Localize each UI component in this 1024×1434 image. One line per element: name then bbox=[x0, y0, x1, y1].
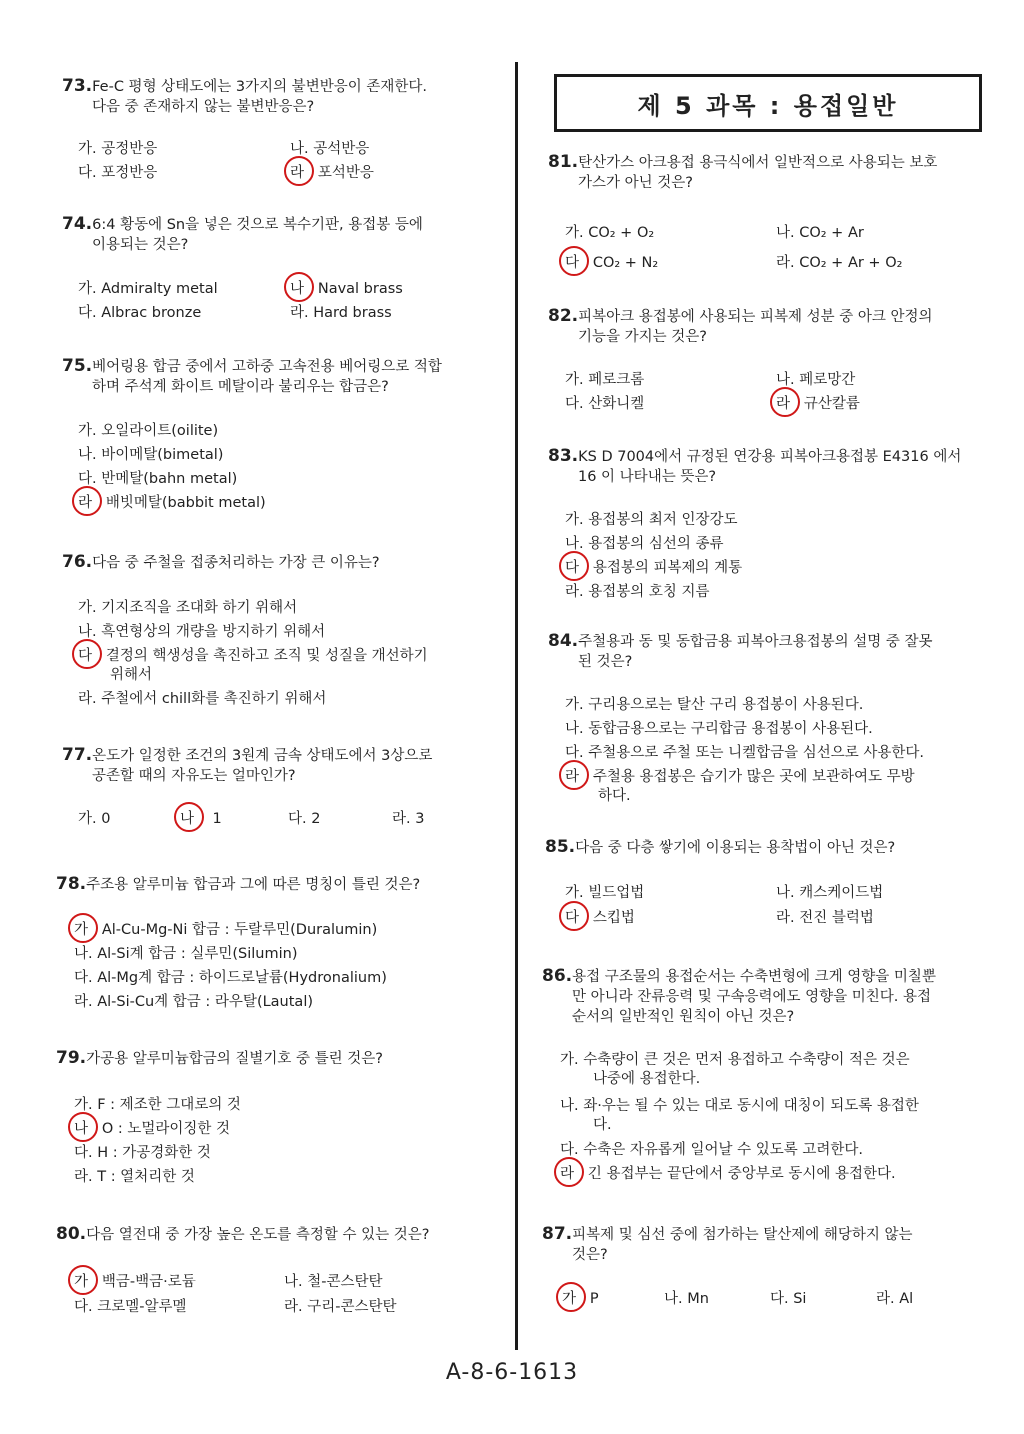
answer-mark: 가 bbox=[562, 1287, 576, 1308]
question-87 bbox=[542, 1224, 913, 1265]
question-77 bbox=[62, 745, 432, 786]
question-text: 용접 구조물의 용접순서는 수축변형에 크게 영향을 미칠뿐 bbox=[572, 969, 936, 985]
question-number: 75. bbox=[62, 356, 93, 376]
option-ra: 라. 3 bbox=[392, 811, 425, 827]
question-text: 온도가 일정한 조건의 3원계 금속 상태도에서 3상으로 bbox=[92, 748, 433, 764]
option-ga: 가. F : 제조한 그대로의 것 bbox=[74, 1097, 241, 1113]
question-text: Fe-C 평형 상태도에는 3가지의 불변반응이 존재한다. bbox=[92, 79, 427, 95]
question-text: 주철용과 동 및 동합금용 피복아크용접봉의 설명 중 잘못 bbox=[578, 634, 933, 650]
option-ga-answer bbox=[562, 1287, 599, 1308]
question-86 bbox=[542, 966, 936, 1027]
answer-mark: 라 bbox=[290, 161, 304, 182]
question-number: 86. bbox=[542, 966, 573, 986]
answer-mark: 가 bbox=[74, 1270, 88, 1291]
question-79 bbox=[56, 1048, 383, 1069]
question-text: 것은? bbox=[572, 1247, 608, 1263]
option-da-answer bbox=[78, 644, 428, 665]
option-text: 백금-백금·로듐 bbox=[101, 1274, 196, 1290]
answer-mark: 라 bbox=[560, 1162, 574, 1183]
answer-mark: 다 bbox=[565, 556, 579, 577]
option-text: 스킵법 bbox=[592, 910, 635, 926]
option-text: 주철용 용접봉은 습기가 많은 곳에 보관하여도 무방 bbox=[592, 769, 915, 785]
question-number: 80. bbox=[56, 1224, 87, 1244]
question-number: 81. bbox=[548, 152, 579, 172]
option-text: CO₂ + N₂ bbox=[592, 255, 659, 271]
question-number: 77. bbox=[62, 745, 93, 765]
answer-mark: 다 bbox=[78, 644, 92, 665]
question-number: 85. bbox=[545, 837, 576, 857]
answer-mark: 나 bbox=[290, 277, 304, 298]
option-ra: 라. 주철에서 chill화를 촉진하기 위해서 bbox=[78, 691, 327, 707]
option-da-answer bbox=[565, 556, 742, 577]
question-text: 만 아니라 잔류응력 및 구속응력에도 영향을 미친다. 용접 bbox=[572, 989, 932, 1005]
question-text: KS D 7004에서 규정된 연강용 피복아크용접봉 E4316 에서 bbox=[578, 449, 962, 465]
question-text: 공존할 때의 자유도는 얼마인가? bbox=[92, 768, 296, 784]
option-ra-answer bbox=[290, 161, 374, 182]
option-na: 나. CO₂ + Ar bbox=[776, 225, 864, 241]
option-ga-answer bbox=[74, 918, 377, 939]
option-da: 다. 수축은 자유롭게 일어날 수 있도록 고려한다. bbox=[560, 1142, 864, 1158]
answer-mark: 라 bbox=[78, 491, 92, 512]
option-da-answer bbox=[565, 251, 658, 272]
option-text-cont: 하다. bbox=[598, 788, 631, 804]
answer-mark: 나 bbox=[74, 1117, 88, 1138]
option-text: 용접봉의 피복제의 계통 bbox=[592, 560, 743, 576]
option-ra-answer bbox=[78, 491, 266, 512]
option-text: 배빗메탈(babbit metal) bbox=[105, 495, 266, 511]
question-text: 다음 중 다층 쌓기에 이용되는 용착법이 아닌 것은? bbox=[575, 840, 896, 856]
option-ra: 라. Hard brass bbox=[290, 305, 392, 321]
option-na: 나. 철-콘스탄탄 bbox=[284, 1274, 383, 1290]
question-text: 기능을 가지는 것은? bbox=[578, 329, 707, 345]
option-text: 규산칼륨 bbox=[803, 396, 860, 412]
option-na: 나. 흑연형상의 개량을 방지하기 위해서 bbox=[78, 624, 326, 640]
question-text: 다음 중 존재하지 않는 불변반응은? bbox=[92, 99, 315, 115]
question-number: 78. bbox=[56, 874, 87, 894]
option-text-cont: 다. bbox=[593, 1117, 612, 1133]
option-da: 다. Al-Mg계 합금 : 하이드로날륨(Hydronalium) bbox=[74, 970, 387, 986]
option-ga: 가. 기지조직을 조대화 하기 위해서 bbox=[78, 600, 298, 616]
question-text: 베어링용 합금 중에서 고하중 고속전용 베어링으로 적합 bbox=[92, 359, 442, 375]
question-text: 피복아크 용접봉에 사용되는 피복제 성분 중 아크 안정의 bbox=[578, 309, 933, 325]
option-na-answer bbox=[180, 807, 222, 828]
option-text-cont: 나중에 용접한다. bbox=[593, 1071, 701, 1087]
question-text: 6:4 황동에 Sn을 넣은 것으로 복수기판, 용접봉 등에 bbox=[92, 217, 423, 233]
question-75 bbox=[62, 356, 442, 397]
option-da: 다. 크로멜-알루멜 bbox=[74, 1299, 187, 1315]
option-na: 나. 동합금용으로는 구리합금 용접봉이 사용된다. bbox=[565, 721, 873, 737]
option-da: 다. 산화니켈 bbox=[565, 396, 645, 412]
answer-mark: 가 bbox=[74, 918, 88, 939]
question-text: 다음 열전대 중 가장 높은 온도를 측정할 수 있는 것은? bbox=[86, 1227, 430, 1243]
question-80 bbox=[56, 1224, 429, 1245]
option-ga: 가. 0 bbox=[78, 811, 111, 827]
option-da: 다. 2 bbox=[288, 811, 321, 827]
option-da: 다. 포정반응 bbox=[78, 165, 158, 181]
option-ga: 가. 페로크롬 bbox=[565, 372, 645, 388]
option-da: 다. 반메탈(bahn metal) bbox=[78, 471, 238, 487]
option-ga: 가. Admiralty metal bbox=[78, 281, 218, 297]
question-number: 83. bbox=[548, 446, 579, 466]
question-text: 주조용 알루미늄 합금과 그에 따른 명칭이 틀린 것은? bbox=[86, 877, 421, 893]
option-na-answer bbox=[290, 277, 403, 298]
option-ra-answer bbox=[565, 765, 915, 786]
option-ra-answer bbox=[560, 1162, 896, 1183]
option-ra-answer bbox=[776, 392, 860, 413]
option-ra: 라. 용접봉의 호칭 지름 bbox=[565, 584, 710, 600]
option-ra: 라. Al-Si-Cu계 합금 : 라우탈(Lautal) bbox=[74, 994, 314, 1010]
option-na: 나. 캐스케이드법 bbox=[776, 885, 884, 901]
question-text: 16 이 나타내는 뜻은? bbox=[578, 469, 717, 485]
question-83 bbox=[548, 446, 961, 487]
question-text: 이용되는 것은? bbox=[92, 237, 189, 253]
question-84 bbox=[548, 631, 933, 672]
option-text: 결정의 핵생성을 촉진하고 조직 및 성질을 개선하기 bbox=[105, 648, 428, 664]
option-ra: 라. 구리-콘스탄탄 bbox=[284, 1299, 397, 1315]
option-text: O : 노멀라이징한 것 bbox=[101, 1121, 231, 1137]
option-ga-answer bbox=[74, 1270, 196, 1291]
question-number: 74. bbox=[62, 214, 93, 234]
question-number: 87. bbox=[542, 1224, 573, 1244]
option-na: 나. Mn bbox=[664, 1291, 709, 1307]
question-82 bbox=[548, 306, 933, 347]
option-text: Al-Cu-Mg-Ni 합금 : 두랄루민(Duralumin) bbox=[101, 922, 378, 938]
question-text: 순서의 일반적인 원칙이 아닌 것은? bbox=[572, 1009, 795, 1025]
option-text: 긴 용접부는 끝단에서 중앙부로 동시에 용접한다. bbox=[587, 1166, 896, 1182]
option-ga: 가. 공정반응 bbox=[78, 141, 158, 157]
option-ga: 가. 빌드업법 bbox=[565, 885, 645, 901]
question-76 bbox=[62, 552, 380, 573]
option-text: P bbox=[589, 1291, 599, 1307]
option-ga: 가. 오일라이트(oilite) bbox=[78, 423, 219, 439]
option-da: 다. H : 가공경화한 것 bbox=[74, 1145, 211, 1161]
question-text: 피복제 및 심선 중에 첨가하는 탈산제에 해당하지 않는 bbox=[572, 1227, 913, 1243]
section-title: 제 5 과목 : 용접일반 bbox=[554, 74, 982, 132]
option-ga: 가. 구리용으로는 탈산 구리 용접봉이 사용된다. bbox=[565, 697, 864, 713]
question-74 bbox=[62, 214, 423, 255]
question-81 bbox=[548, 152, 937, 193]
question-number: 76. bbox=[62, 552, 93, 572]
option-ga: 가. 용접봉의 최저 인장강도 bbox=[565, 512, 738, 528]
question-text: 다음 중 주철을 접종처리하는 가장 큰 이유는? bbox=[92, 555, 380, 571]
option-text: Naval brass bbox=[317, 281, 403, 297]
question-73 bbox=[62, 76, 427, 117]
option-ga: 가. 수축량이 큰 것은 먼저 용접하고 수축량이 적은 것은 bbox=[560, 1052, 910, 1068]
question-number: 73. bbox=[62, 76, 93, 96]
option-na: 나. 용접봉의 심선의 종류 bbox=[565, 536, 724, 552]
option-text: 포석반응 bbox=[317, 165, 374, 181]
column-divider bbox=[515, 62, 518, 1350]
option-da-answer bbox=[565, 906, 635, 927]
question-text: 가공용 알루미늄합금의 질별기호 중 틀린 것은? bbox=[86, 1051, 383, 1067]
option-text-cont: 위해서 bbox=[110, 667, 153, 683]
option-na: 나. 페로망간 bbox=[776, 372, 856, 388]
answer-mark: 라 bbox=[565, 765, 579, 786]
option-da: 다. Si bbox=[770, 1291, 807, 1307]
option-ra: 라. Al bbox=[876, 1291, 914, 1307]
option-na: 나. 바이메탈(bimetal) bbox=[78, 447, 224, 463]
question-text: 하며 주석계 화이트 메탈이라 불리우는 합금은? bbox=[92, 379, 389, 395]
option-da: 다. 주철용으로 주철 또는 니켈합금을 심선으로 사용한다. bbox=[565, 745, 925, 761]
answer-mark: 라 bbox=[776, 392, 790, 413]
option-text: 1 bbox=[212, 811, 222, 827]
option-ga: 가. CO₂ + O₂ bbox=[565, 225, 655, 241]
question-78 bbox=[56, 874, 420, 895]
question-text: 가스가 아닌 것은? bbox=[578, 175, 693, 191]
option-na-answer bbox=[74, 1117, 230, 1138]
answer-mark: 다 bbox=[565, 251, 579, 272]
option-da: 다. Albrac bronze bbox=[78, 305, 202, 321]
question-85 bbox=[545, 837, 895, 858]
question-text: 탄산가스 아크용접 용극식에서 일반적으로 사용되는 보호 bbox=[578, 155, 938, 171]
answer-mark: 나 bbox=[180, 807, 194, 828]
page-footer-code: A-8-6-1613 bbox=[445, 1360, 579, 1385]
option-ra: 라. T : 열처리한 것 bbox=[74, 1169, 195, 1185]
option-na: 나. 공석반응 bbox=[290, 141, 370, 157]
option-na: 나. Al-Si계 합금 : 실루민(Silumin) bbox=[74, 946, 298, 962]
option-na: 나. 좌·우는 될 수 있는 대로 동시에 대칭이 되도록 용접한 bbox=[560, 1098, 919, 1114]
answer-mark: 다 bbox=[565, 906, 579, 927]
question-text: 된 것은? bbox=[578, 654, 633, 670]
question-number: 84. bbox=[548, 631, 579, 651]
question-number: 82. bbox=[548, 306, 579, 326]
question-number: 79. bbox=[56, 1048, 87, 1068]
option-ra: 라. 전진 블럭법 bbox=[776, 910, 874, 926]
option-ra: 라. CO₂ + Ar + O₂ bbox=[776, 255, 903, 271]
